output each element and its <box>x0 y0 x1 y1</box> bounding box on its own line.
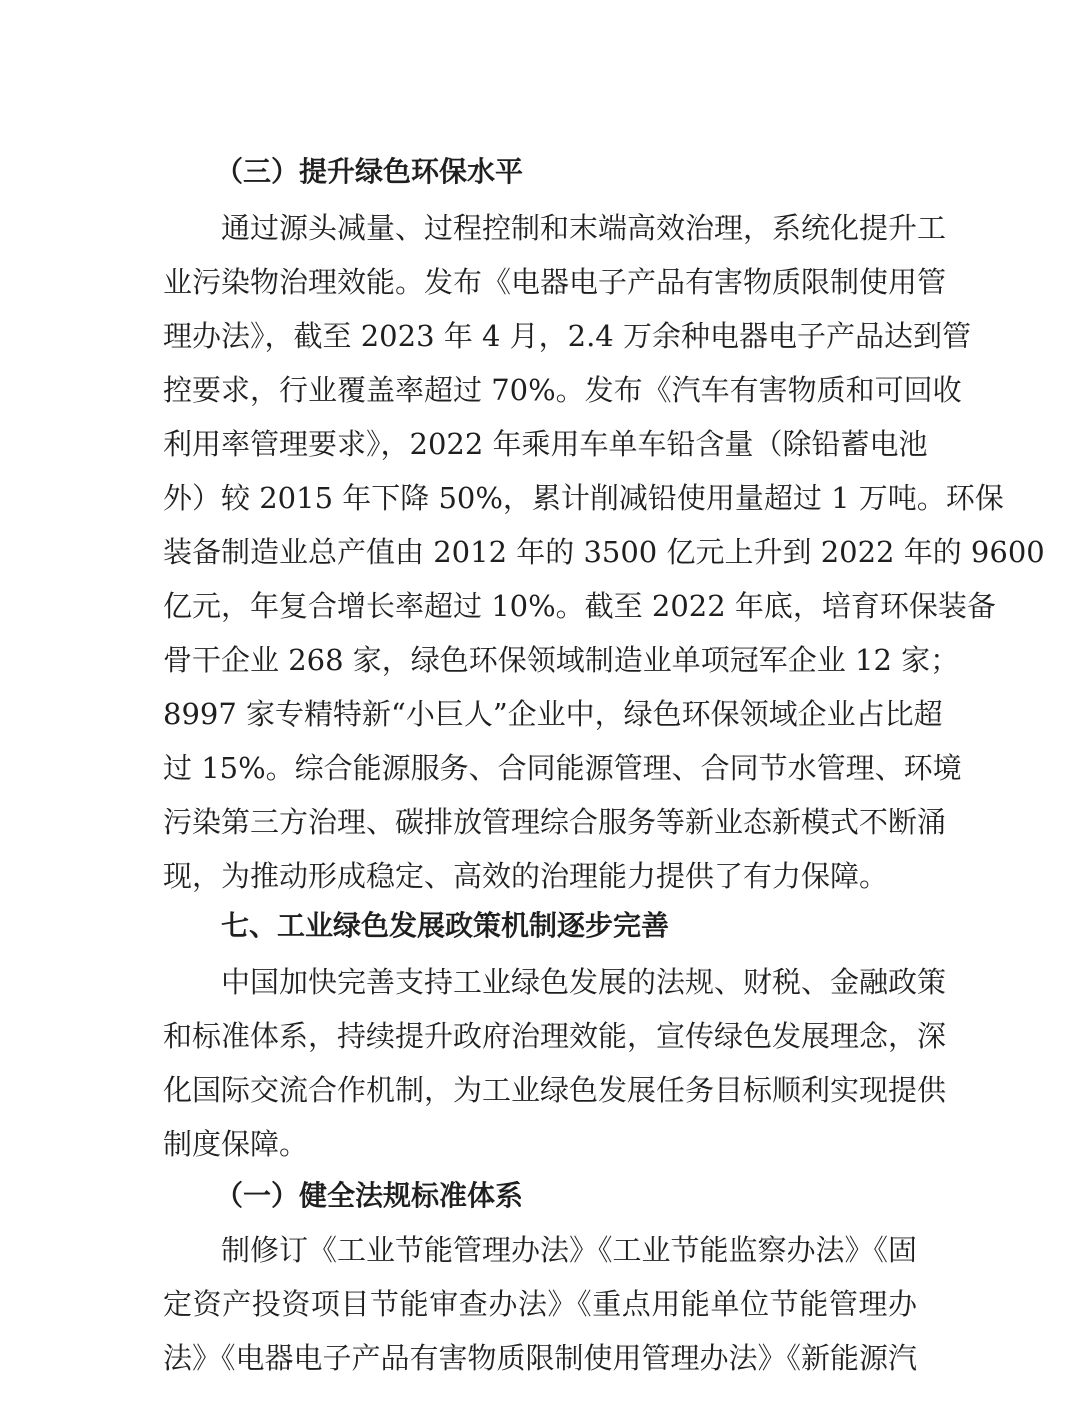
paragraph-line: 中国加快完善支持工业绿色发展的法规、财税、金融政策 <box>221 965 947 999</box>
paragraph-line: 控要求，行业覆盖率超过 70%。发布《汽车有害物质和可回收 <box>163 373 962 407</box>
section-heading-regulations-standards: （一）健全法规标准体系 <box>215 1179 524 1212</box>
paragraph-line: 定资产投资项目节能审查办法》《重点用能单位节能管理办 <box>163 1287 917 1321</box>
paragraph-line: 外）较 2015 年下降 50%，累计削减铅使用量超过 1 万吨。环保 <box>163 481 1004 515</box>
paragraph-line: 现，为推动形成稳定、高效的治理能力提供了有力保障。 <box>163 859 889 893</box>
paragraph-line: 利用率管理要求》，2022 年乘用车单车铅含量（除铅蓄电池 <box>163 427 928 461</box>
paragraph-line: 过 15%。综合能源服务、合同能源管理、合同节水管理、环境 <box>163 751 962 785</box>
paragraph-line: 理办法》，截至 2023 年 4 月，2.4 万余种电器电子产品达到管 <box>163 319 971 353</box>
paragraph-line: 8997 家专精特新“小巨人”企业中，绿色环保领域企业占比超 <box>163 697 943 731</box>
paragraph-line: 和标准体系，持续提升政府治理效能，宣传绿色发展理念，深 <box>163 1019 947 1053</box>
paragraph-line: 制修订《工业节能管理办法》《工业节能监察办法》《固 <box>221 1233 918 1267</box>
paragraph-line: 骨干企业 268 家，绿色环保领域制造业单项冠军企业 12 家； <box>163 643 960 677</box>
paragraph-line: 通过源头减量、过程控制和末端高效治理，系统化提升工 <box>221 211 947 245</box>
paragraph-line: 污染第三方治理、碳排放管理综合服务等新业态新模式不断涌 <box>163 805 947 839</box>
paragraph-line: 法》《电器电子产品有害物质限制使用管理办法》《新能源汽 <box>163 1341 918 1375</box>
paragraph-line: 化国际交流合作机制，为工业绿色发展任务目标顺利实现提供 <box>163 1073 947 1107</box>
paragraph-line: 制度保障。 <box>163 1127 309 1161</box>
paragraph-line: 亿元，年复合增长率超过 10%。截至 2022 年底，培育环保装备 <box>163 589 996 623</box>
paragraph-line: 业污染物治理效能。发布《电器电子产品有害物质限制使用管 <box>163 265 947 299</box>
section-heading-policy-mechanism: 七、工业绿色发展政策机制逐步完善 <box>221 909 670 942</box>
section-heading-green-environmental: （三）提升绿色环保水平 <box>215 155 524 188</box>
paragraph-line: 装备制造业总产值由 2012 年的 3500 亿元上升到 2022 年的 9600 <box>163 535 1045 569</box>
